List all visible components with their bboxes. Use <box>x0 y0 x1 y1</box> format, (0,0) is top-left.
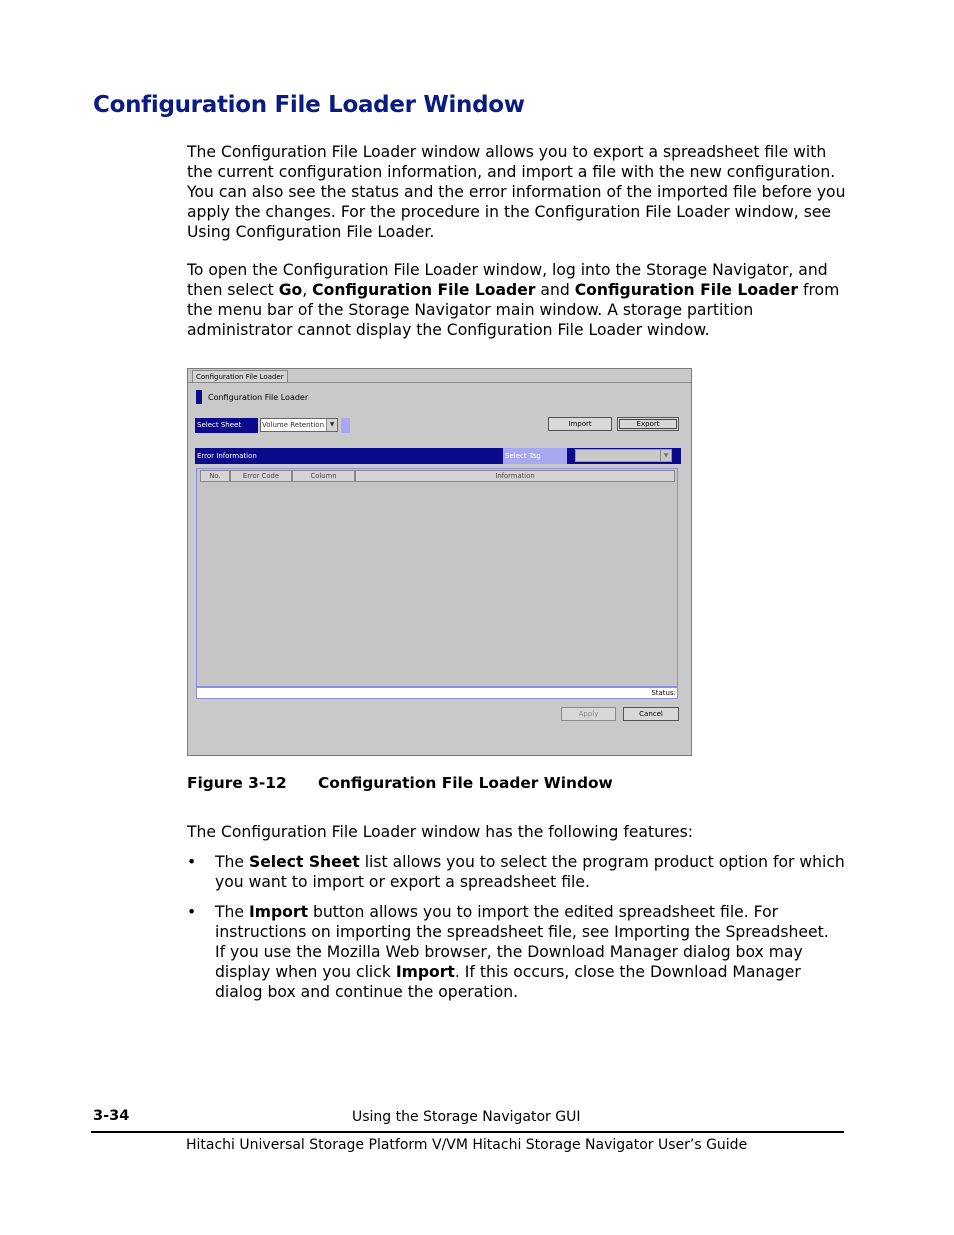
open-window-paragraph <box>187 260 847 340</box>
figure-caption <box>187 773 613 793</box>
text: button allows you to import the edited spreadsheet file. For instructions on importing the spreadsheet file, see Importing the Spreadsheet. <box>215 903 829 941</box>
text: and <box>535 281 575 299</box>
list-item <box>187 902 847 1002</box>
text: The <box>215 853 249 871</box>
error-table-header <box>200 470 675 482</box>
text: The <box>215 903 249 921</box>
figure-number: Figure 3-12 <box>187 774 287 792</box>
cancel-button[interactable]: Cancel <box>623 707 679 721</box>
text: To open the Configuration File Loader window, log into the Storage Navigator, and then select <box>187 261 828 299</box>
export-button[interactable]: Export <box>617 417 679 431</box>
features-intro: The Configuration File Loader window has the following features: <box>187 823 694 841</box>
select-sheet-value: Volume Retention <box>262 421 325 429</box>
section-title: Using the Storage Navigator GUI <box>352 1109 581 1125</box>
bold-select-sheet: Select Sheet <box>248 853 360 871</box>
text: . If this occurs, close the Download Manager dialog box and continue the operation. <box>215 963 801 1001</box>
import-button[interactable]: Import <box>548 417 612 431</box>
book-title: Hitachi Universal Storage Platform V/VM Hitachi Storage Navigator User’s Guide <box>186 1137 748 1153</box>
column-header-column[interactable]: Column <box>292 470 355 482</box>
bold-go: Go <box>278 281 303 299</box>
features-list <box>187 852 847 1012</box>
text: , <box>302 281 313 299</box>
select-sheet-accent <box>341 418 350 433</box>
select-tag-dropdown[interactable] <box>575 449 672 462</box>
bold-cfl-2: Configuration File Loader <box>574 281 799 299</box>
error-information-bar <box>195 448 681 464</box>
footer-divider <box>91 1131 844 1133</box>
error-table <box>196 468 678 687</box>
cfl-window-screenshot <box>187 368 692 756</box>
title-marker <box>196 390 202 404</box>
column-header-no[interactable]: No. <box>200 470 230 482</box>
text: from the menu bar of the Storage Navigator main window. A storage partition administrator cannot display the Configuration File Loader window. <box>187 281 840 339</box>
figure-title: Configuration File Loader Window <box>318 774 613 792</box>
page-number: 3-34 <box>93 1108 130 1124</box>
bold-cfl: Configuration File Loader <box>312 281 536 299</box>
chevron-down-icon[interactable]: ▼ <box>326 419 337 431</box>
page-heading: Configuration File Loader Window <box>93 92 525 118</box>
intro-paragraph: The Configuration File Loader window allows you to export a spreadsheet file with the current configuration information, and import a file with the new configuration. You can also see the status and the error information of the imported file before you apply the changes. For the procedure in the Configuration File Loader window, see Using Configuration File Loader. <box>187 143 846 241</box>
tab-configuration-file-loader[interactable]: Configuration File Loader <box>192 370 288 383</box>
list-item <box>187 852 847 892</box>
select-sheet-label: Select Sheet <box>195 418 258 433</box>
error-information-label: Error Information <box>197 452 257 460</box>
bullet-icon: • <box>187 903 197 921</box>
text: list allows you to select the program product option for which you want to import or export a spreadsheet file. <box>215 853 845 891</box>
status-bar: Status: <box>196 687 678 699</box>
column-header-error-code[interactable]: Error Code <box>230 470 292 482</box>
apply-button[interactable]: Apply <box>561 707 616 721</box>
column-header-information[interactable]: Information <box>355 470 675 482</box>
tab-divider <box>188 382 691 383</box>
chevron-down-icon[interactable]: ▼ <box>660 450 671 461</box>
bold-import: Import <box>248 903 309 921</box>
bold-import-2: Import <box>395 963 455 981</box>
select-sheet-dropdown[interactable] <box>260 418 338 432</box>
window-title: Configuration File Loader <box>208 393 309 402</box>
select-tag-label: Select Tag <box>503 448 567 464</box>
text: If you use the Mozilla Web browser, the Download Manager dialog box may display when you click <box>215 943 803 981</box>
bullet-icon: • <box>187 853 197 871</box>
